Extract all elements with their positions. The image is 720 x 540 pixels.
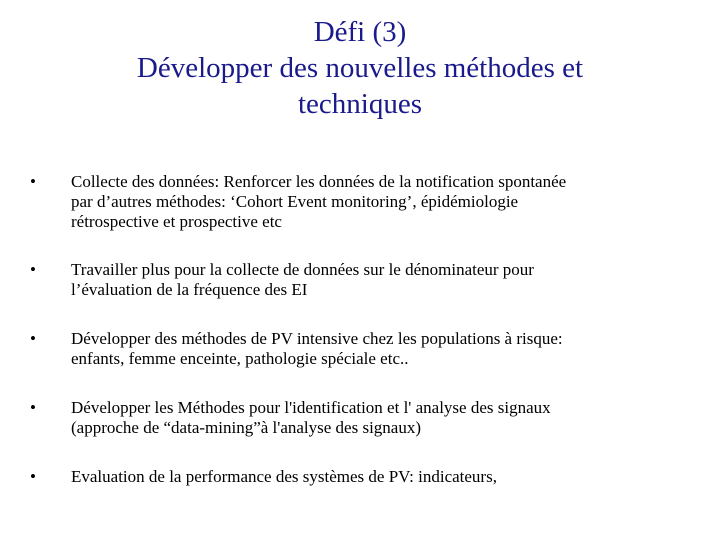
bullet-marker: •	[30, 260, 36, 279]
bullet-marker: •	[30, 329, 36, 348]
bullet-item	[30, 398, 700, 438]
bullet-text-line: Evaluation de la performance des systèmes de PV: indicateurs,	[71, 467, 497, 486]
bullet-text-line: par d’autres méthodes: ‘Cohort Event monitoring’, épidémiologie	[71, 192, 519, 211]
bullet-list	[30, 172, 700, 487]
bullet-item	[30, 172, 700, 232]
bullet-marker: •	[30, 398, 36, 417]
bullet-marker: •	[30, 172, 36, 191]
title-line: Développer des nouvelles méthodes et	[136, 52, 584, 84]
bullet-marker: •	[30, 467, 36, 486]
bullet-item	[30, 467, 700, 487]
bullet-item	[30, 260, 700, 300]
bullet-text-line: Collecte des données: Renforcer les données de la notification spontanée	[71, 172, 567, 191]
bullet-text-line: l’évaluation de la fréquence des EI	[71, 280, 308, 299]
title-line: Défi (3)	[313, 16, 407, 48]
bullet-text-line: Développer les Méthodes pour l'identification et l' analyse des signaux	[71, 398, 551, 417]
bullet-text-line: Développer des méthodes de PV intensive chez les populations à risque:	[71, 329, 563, 348]
slide-title	[0, 14, 720, 122]
bullet-text-line: rétrospective et prospective etc	[71, 212, 282, 231]
bullet-item	[30, 329, 700, 369]
bullet-text-line: enfants, femme enceinte, pathologie spéciale etc..	[71, 349, 409, 368]
bullet-text-line: (approche de “data-mining”à l'analyse des signaux)	[71, 418, 422, 437]
bullet-text-line: Travailler plus pour la collecte de données sur le dénominateur pour	[71, 260, 534, 279]
title-line: techniques	[297, 88, 422, 120]
